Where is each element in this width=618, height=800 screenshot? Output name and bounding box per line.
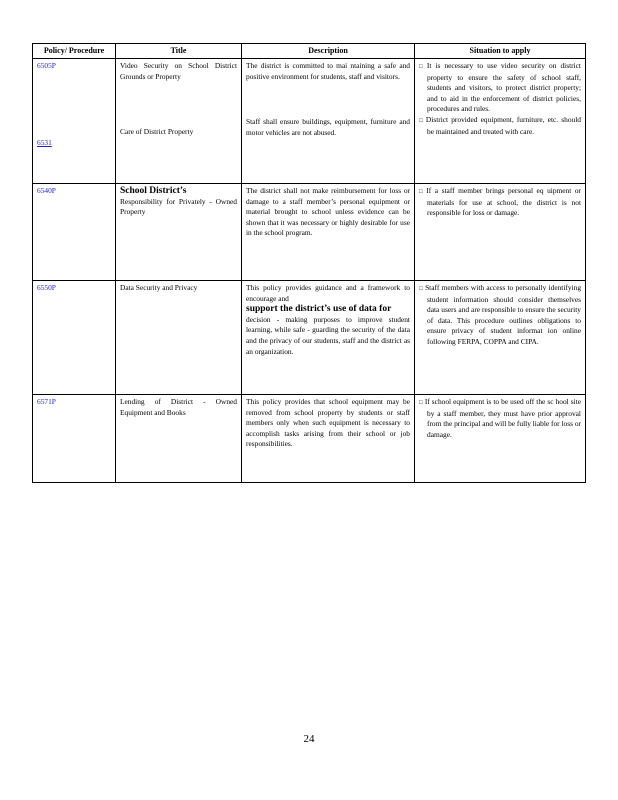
policy-title: Care of District Property xyxy=(120,127,194,137)
policy-description: The district shall not make reimbursement for loss or damage to a staff member’s personal equipment or material brought to school unless evidence can be shown that it was necessary or highly desirable for use in the school program. xyxy=(246,186,410,238)
table-row xyxy=(33,184,586,281)
policy-description: decision - making purposes to improve student learning, while safe - guarding the security of the data and the privacy of our students, staff and the district as an organization. xyxy=(246,314,410,356)
policy-title: Data Security and Privacy xyxy=(120,283,198,292)
policy-description-emphasis: support the district’s use of data for xyxy=(246,304,392,315)
situation-text: □ Staff members with access to personally identifying student information should consider themselves data users and are responsible to ensure the security of data. This procedure outlines obligations to ensure privacy of student informat ion online following FERPA, COPPA and CIPA. xyxy=(419,283,581,348)
policy-title: Lending of District - Owned Equipment and Books xyxy=(120,397,237,417)
policy-description: This policy provides that school equipment may be removed from school property by students or staff members only when such equipment is necessary to accomplish tasks arising from their school or job responsibilities. xyxy=(246,397,410,449)
policy-code-link[interactable]: 6571P xyxy=(37,397,56,406)
situation-text: □ If a staff member brings personal eq uipment or materials for use at school, the district is not responsible for loss or damage. xyxy=(419,186,581,219)
policy-title-lead: School District’s xyxy=(120,186,187,196)
table-row xyxy=(33,395,586,483)
policy-code-link[interactable]: 6505P xyxy=(37,61,56,70)
policy-description: Staff shall ensure buildings, equipment, furniture and motor vehicles are not abused. xyxy=(246,117,410,137)
situation-text: □ It is necessary to use video security on district property to ensure the safety of school staff, students and visitors, to protect district property; and to aid in the enforcement of district policies, procedures and rules. xyxy=(419,61,581,115)
policy-description: This policy provides guidance and a framework to encourage and xyxy=(246,283,410,303)
policy-code-link[interactable]: 6531 xyxy=(37,137,52,147)
policy-table xyxy=(32,43,586,483)
table-header-row xyxy=(33,44,586,59)
policy-description: The district is committed to mai ntaining a safe and positive environment for students, staff and visitors. xyxy=(246,61,410,81)
header-situation: Situation to apply xyxy=(415,44,586,59)
situation-text: □ If school equipment is to be used off the sc hool site by a staff member, they must have prior approval from the principal and will be fully liable for loss or damage. xyxy=(419,397,581,440)
policy-title: Video Security on School District Grounds or Property xyxy=(120,61,237,81)
header-title: Title xyxy=(116,44,242,59)
table-row xyxy=(33,59,586,184)
header-description: Description xyxy=(242,44,415,59)
policy-code-link[interactable]: 6540P xyxy=(37,186,56,195)
policy-code-link[interactable]: 6550P xyxy=(37,283,56,292)
policy-title: Responsibility for Privately - Owned Property xyxy=(120,196,237,217)
table-row xyxy=(33,281,586,395)
situation-text: □ District provided equipment, furniture, etc. should be maintained and treated with care. xyxy=(419,115,581,137)
page-number: 24 xyxy=(303,733,315,745)
header-policy: Policy/ Procedure xyxy=(33,44,116,59)
